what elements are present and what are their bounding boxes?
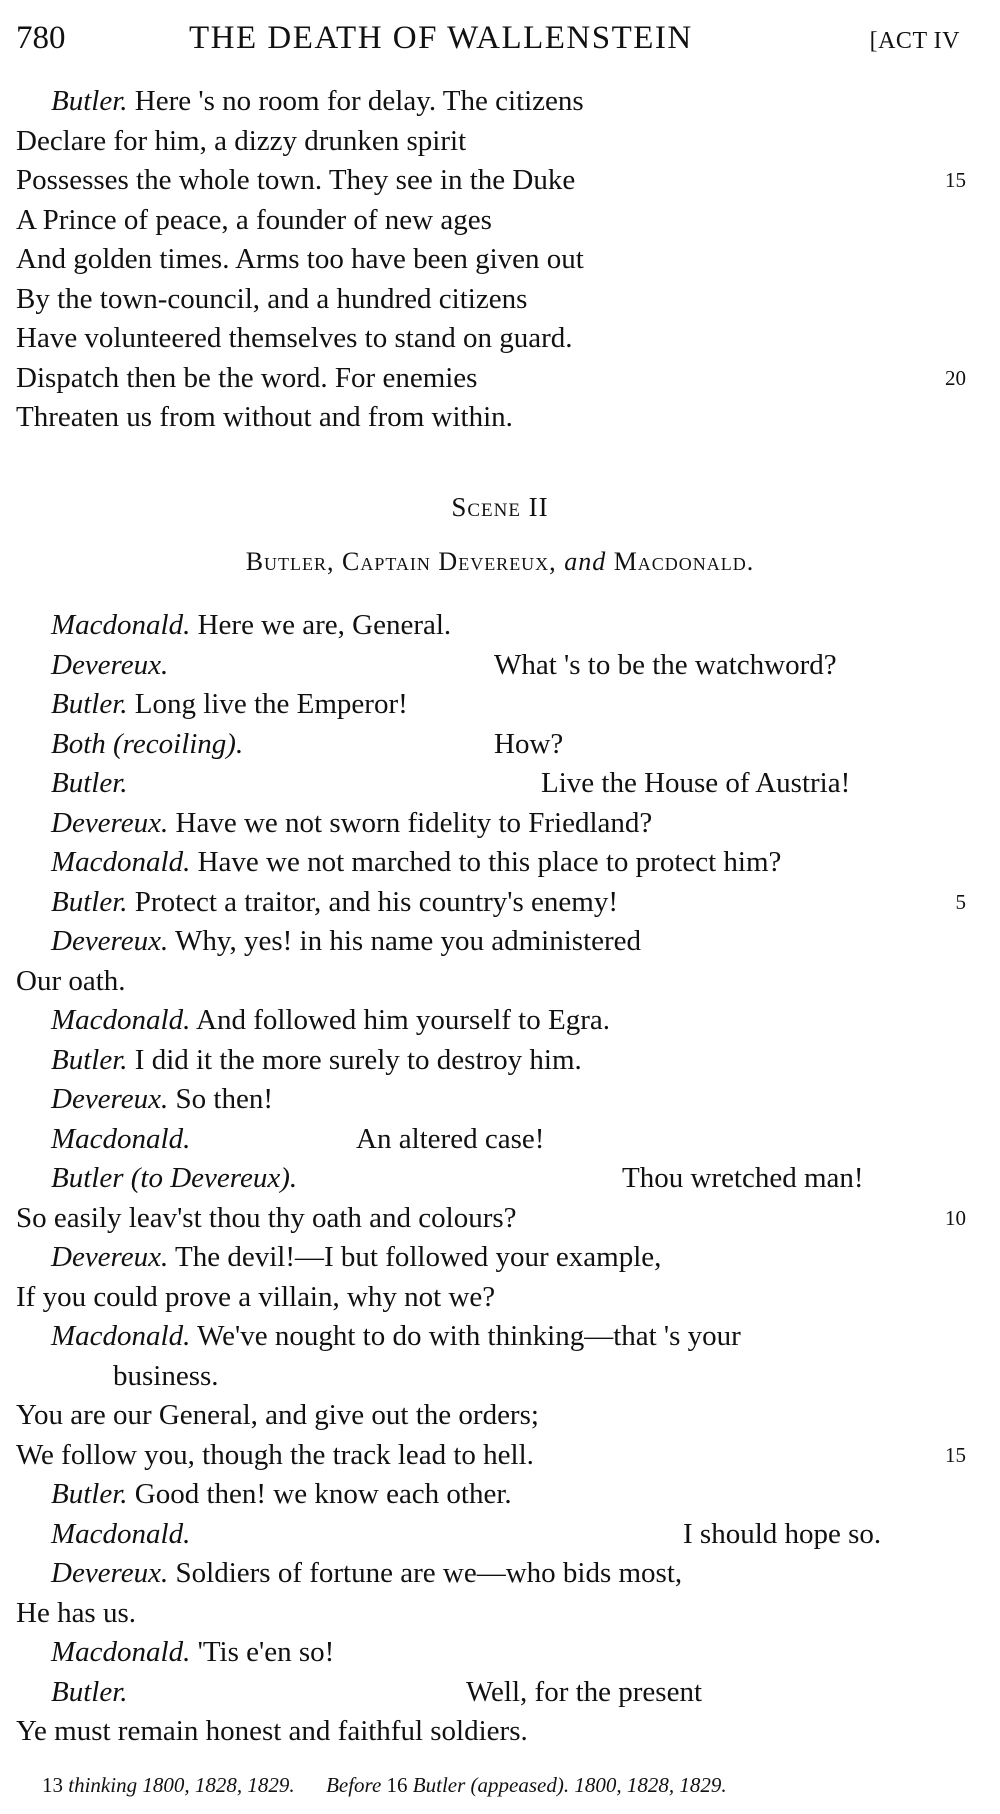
line-number: 5 xyxy=(955,889,966,914)
verse-line xyxy=(16,240,968,280)
verse-line xyxy=(16,201,968,241)
line-text: If you could prove a villain, why not we? xyxy=(16,1280,496,1313)
scene-title: Scene II xyxy=(451,492,549,522)
footnote-text: Butler (appeased). 1800, 1828, 1829. xyxy=(412,1773,727,1797)
line-text: And followed him yourself to Egra. xyxy=(196,1004,610,1036)
speaker: Butler. xyxy=(51,85,128,117)
verse-line xyxy=(16,319,968,359)
speaker: Butler. xyxy=(51,1478,128,1510)
speaker: Devereux. xyxy=(51,1557,169,1589)
verse-line xyxy=(16,764,968,804)
cast-names: Butler, Captain Devereux, xyxy=(245,547,557,576)
speaker: Macdonald. xyxy=(51,1122,191,1155)
line-text: Dispatch then be the word. For enemies xyxy=(16,361,478,394)
speaker: Devereux. xyxy=(51,1241,169,1273)
speaker: Butler. xyxy=(51,1675,128,1708)
verse-line xyxy=(16,646,968,686)
line-text: So easily leav'st thou thy oath and colours? xyxy=(16,1201,517,1234)
verse-line xyxy=(16,1633,968,1673)
verse-line xyxy=(16,1120,968,1160)
line-text: You are our General, and give out the orders; xyxy=(16,1399,539,1431)
footnote-before: Before xyxy=(326,1773,382,1797)
line-text: Thou wretched man! xyxy=(622,1162,864,1194)
verse-line xyxy=(16,1554,968,1594)
line-text: Ye must remain honest and faithful soldiers. xyxy=(16,1715,528,1747)
verse-line xyxy=(16,804,968,844)
line-text: Have volunteered themselves to stand on guard. xyxy=(16,322,573,354)
verse-line xyxy=(16,606,968,646)
verse-line xyxy=(16,1199,968,1239)
verse-line xyxy=(16,82,968,122)
verse-line xyxy=(16,1673,968,1713)
line-text: Why, yes! in his name you administered xyxy=(175,925,642,957)
speaker: Butler. xyxy=(51,767,128,799)
verse-line xyxy=(16,725,968,765)
line-text: Here we are, General. xyxy=(197,609,452,641)
line-text: Here 's no room for delay. The citizens xyxy=(134,85,584,117)
verse-line xyxy=(16,1357,968,1397)
line-text: Have we not sworn fidelity to Friedland? xyxy=(175,806,653,839)
speaker: Butler. xyxy=(51,688,128,720)
verse-line xyxy=(16,685,968,725)
line-text: We follow you, though the track lead to hell. xyxy=(16,1438,534,1471)
verse-line xyxy=(16,359,968,399)
verse-line xyxy=(16,1159,968,1199)
line-text: What 's to be the watchword? xyxy=(494,648,837,681)
speaker: Macdonald. xyxy=(51,1004,191,1036)
line-text: So then! xyxy=(175,1083,273,1115)
footnote xyxy=(42,1773,962,1798)
running-title: THE DEATH OF WALLENSTEIN xyxy=(189,20,693,56)
verse-line xyxy=(16,1712,968,1752)
line-text: A Prince of peace, a founder of new ages xyxy=(16,203,492,236)
line-text: We've nought to do with thinking—that 's your xyxy=(197,1320,741,1352)
line-text: The devil!—I but followed your example, xyxy=(175,1241,662,1273)
line-text: Have we not marched to this place to protect him? xyxy=(197,846,782,878)
speaker: Macdonald. xyxy=(51,1636,191,1668)
line-number: 20 xyxy=(945,365,966,390)
verse-line xyxy=(16,280,968,320)
line-text: And golden times. Arms too have been given out xyxy=(16,243,584,275)
verse-line xyxy=(16,843,968,883)
verse-line xyxy=(16,1475,968,1515)
line-text: Long live the Emperor! xyxy=(134,688,408,720)
speaker: Butler. xyxy=(51,885,128,918)
speaker: Macdonald. xyxy=(51,1320,191,1352)
speaker: Butler. xyxy=(51,1043,128,1076)
line-number: 15 xyxy=(945,1442,966,1467)
page-number: 780 xyxy=(16,20,66,56)
line-text: Threaten us from without and from within. xyxy=(16,401,513,433)
verse-line xyxy=(16,1436,968,1476)
verse-line xyxy=(16,1001,968,1041)
footnote-text: thinking 1800, 1828, 1829. xyxy=(68,1773,295,1797)
speaker: Devereux. xyxy=(51,925,169,957)
line-text: business. xyxy=(113,1359,219,1392)
verse-block-top xyxy=(16,82,968,438)
line-number: 10 xyxy=(945,1205,966,1230)
line-text: I should hope so. xyxy=(683,1517,882,1550)
verse-line xyxy=(16,1278,968,1318)
act-marker: [ACT IV xyxy=(869,28,960,54)
verse-block-scene xyxy=(16,606,968,1752)
verse-line xyxy=(16,1080,968,1120)
speaker: Macdonald. xyxy=(51,1517,191,1550)
line-text: He has us. xyxy=(16,1596,137,1629)
line-text: Protect a traitor, and his country's enemy! xyxy=(134,885,619,918)
line-text: Our oath. xyxy=(16,964,126,997)
line-text: 'Tis e'en so! xyxy=(197,1636,335,1668)
line-text: I did it the more surely to destroy him. xyxy=(134,1043,582,1076)
verse-line xyxy=(16,1238,968,1278)
speaker: Devereux. xyxy=(51,648,169,681)
page-header xyxy=(16,16,960,66)
verse-line xyxy=(16,1515,968,1555)
line-text: Well, for the present xyxy=(466,1675,703,1708)
line-text: By the town-council, and a hundred citizens xyxy=(16,282,528,315)
line-number: 15 xyxy=(945,168,966,192)
line-text: Soldiers of fortune are we—who bids most, xyxy=(175,1557,683,1589)
speaker: Both (recoiling). xyxy=(51,727,244,760)
verse-line xyxy=(16,962,968,1002)
verse-line xyxy=(16,1594,968,1634)
verse-line xyxy=(16,398,968,438)
cast-names: Macdonald. xyxy=(613,547,755,576)
line-text: How? xyxy=(494,727,564,760)
footnote-line-ref: 16 xyxy=(386,1773,408,1797)
cast-conjunction: and xyxy=(564,547,607,576)
verse-line xyxy=(16,1317,968,1357)
verse-line xyxy=(16,883,968,923)
verse-line xyxy=(16,122,968,162)
speaker: Devereux. xyxy=(51,1083,169,1115)
speaker: Macdonald. xyxy=(51,609,191,641)
verse-line xyxy=(16,922,968,962)
verse-line xyxy=(16,1396,968,1436)
cast-list xyxy=(0,547,1000,577)
line-text: Live the House of Austria! xyxy=(541,767,851,799)
verse-line xyxy=(16,1041,968,1081)
speaker: Devereux. xyxy=(51,806,169,839)
line-text: An altered case! xyxy=(356,1122,545,1155)
line-text: Possesses the whole town. They see in the Duke xyxy=(16,164,576,196)
footnote-line-ref: 13 xyxy=(42,1773,63,1797)
verse-line xyxy=(16,161,968,201)
line-text: Good then! we know each other. xyxy=(134,1478,512,1510)
line-text: Declare for him, a dizzy drunken spirit xyxy=(16,124,467,157)
speaker: Butler (to Devereux). xyxy=(51,1162,298,1194)
speaker: Macdonald. xyxy=(51,846,191,878)
